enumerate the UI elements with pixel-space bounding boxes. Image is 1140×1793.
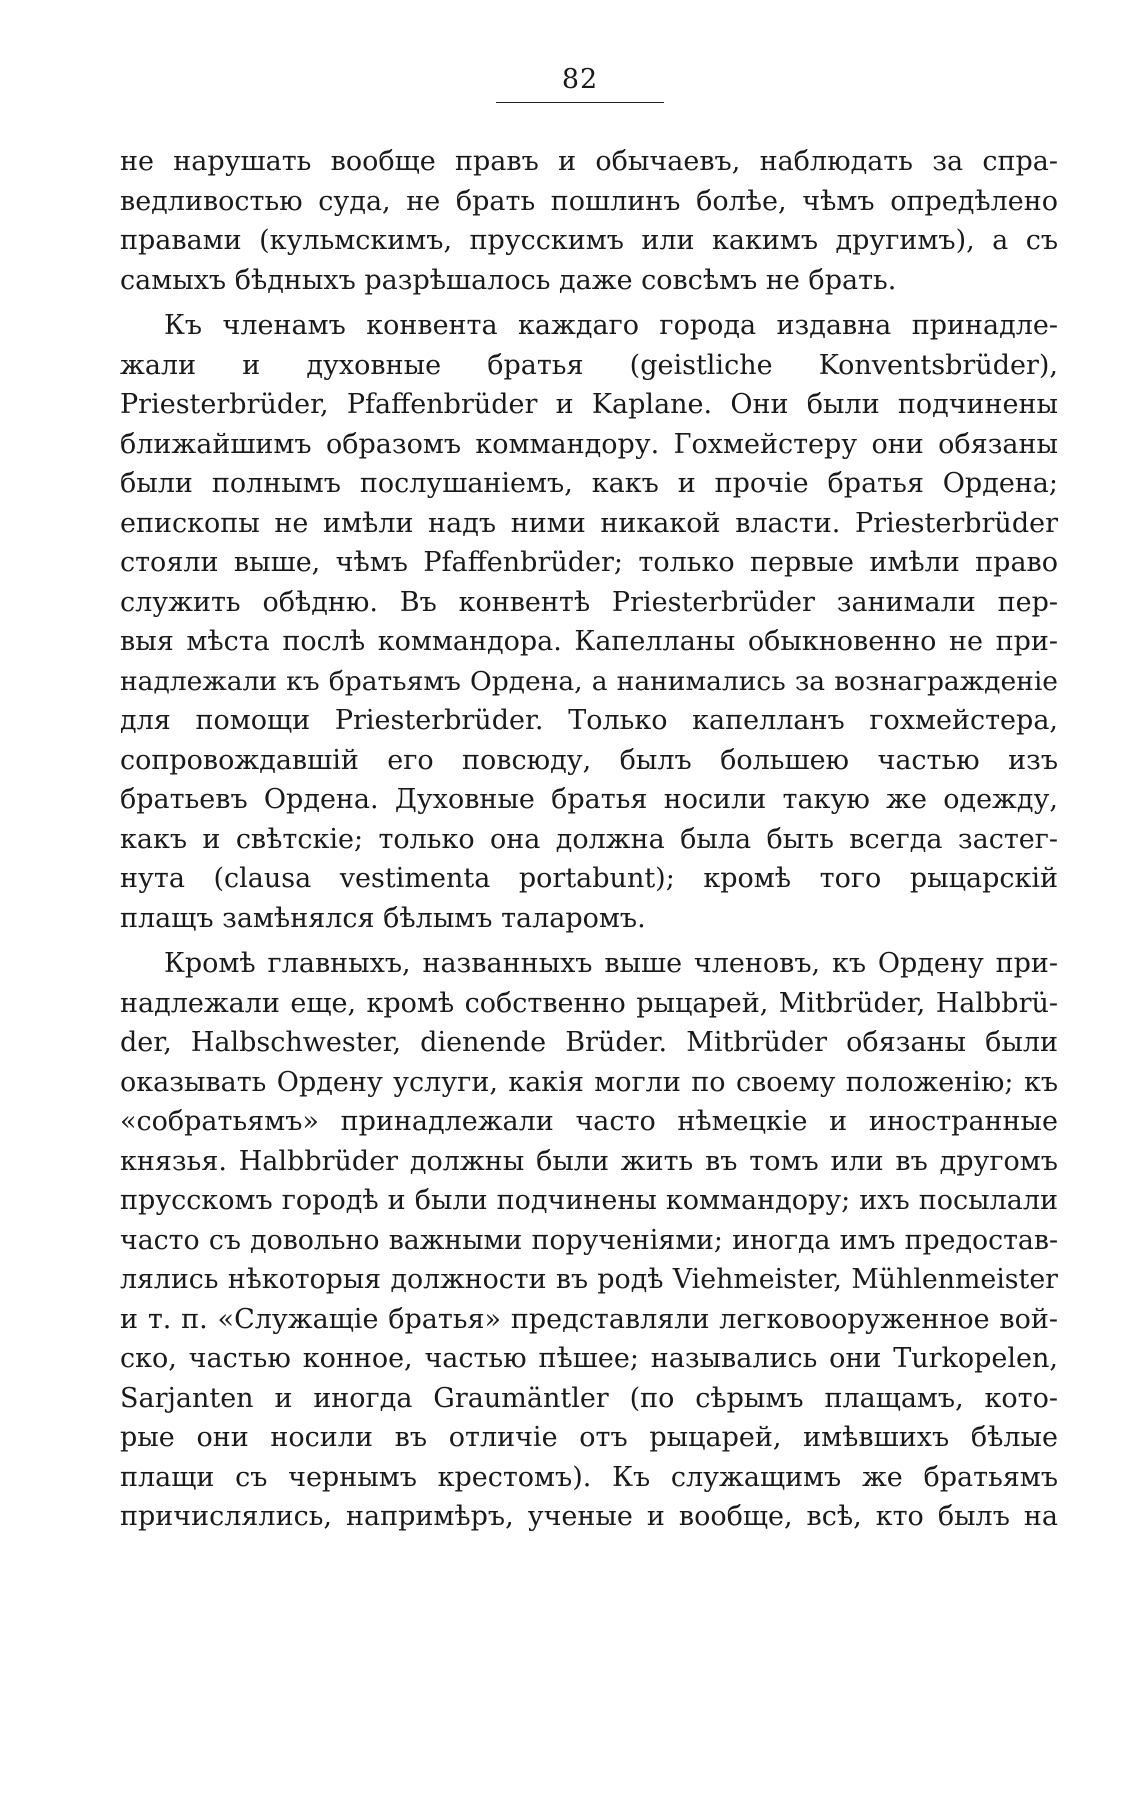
paragraph-2 (120, 306, 1058, 938)
text-line: часто съ довольно важными порученіями; иногда имъ предостав- (120, 1224, 1058, 1256)
text-line: «собратьямъ» принадлежали часто нѣмецкіе и иностранные (120, 1106, 1058, 1137)
text-line: der, Halbschwester, dienende Brüder. Mitbrüder обязаны были (120, 1027, 1058, 1058)
text-line: служить обѣдню. Въ конвентѣ Priesterbrüder занимали пер- (120, 586, 1058, 618)
text-line: Кромѣ главныхъ, названныхъ выше членовъ, къ Ордену при- (164, 948, 1058, 979)
text-line: для помощи Priesterbrüder. Только капелланъ гохмейстера, (120, 705, 1058, 736)
text-line: надлежали еще, кромѣ собственно рыцарей, Mitbrüder, Halbbrü- (120, 987, 1058, 1019)
text-line: причислялись, напримѣръ, ученые и вообще, всѣ, кто былъ на (120, 1501, 1058, 1532)
text-line: рые они носили въ отличіе отъ рыцарей, имѣвшихъ бѣлые (120, 1422, 1058, 1453)
paragraph-3 (120, 944, 1058, 1537)
text-line: Sarjanten и иногда Graumäntler (по сѣрымъ плащамъ, кото- (120, 1382, 1058, 1414)
page-number: 82 (561, 64, 599, 95)
text-line: нута (clausa vestimenta portabunt); кромѣ того рыцарскій (120, 863, 1058, 894)
text-line: князья. Halbbrüder должны были жить въ томъ или въ другомъ (120, 1145, 1058, 1177)
text-line: были полнымъ послушаніемъ, какъ и прочіе братья Ордена; (120, 468, 1058, 499)
text-line: ско, частью конное, частью пѣшее; назывались они Turkopelen, (120, 1343, 1058, 1374)
text-line: плащи съ чернымъ крестомъ). Къ служащимъ же братьямъ (120, 1461, 1058, 1493)
text-line: братьевъ Ордена. Духовные братья носили такую же одежду, (120, 784, 1058, 815)
text-line: оказывать Ордену услуги, какія могли по своему положенію; къ (120, 1066, 1058, 1098)
text-line: сопровождавшій его повсюду, былъ большею частью изъ (120, 744, 1058, 776)
text-line: ближайшимъ образомъ коммандору. Гохмейстеру они обязаны (120, 428, 1058, 460)
text-line: стояли выше, чѣмъ Pfaffenbrüder; только первые имѣли право (120, 547, 1058, 578)
text-line: ведливостью суда, не брать пошлинъ болѣе, чѣмъ опредѣлено (120, 185, 1058, 217)
text-line: лялись нѣкоторыя должности въ родѣ Viehmeister, Mühlenmeister (120, 1264, 1058, 1295)
text-line: плащъ замѣнялся бѣлымъ таларомъ. (120, 902, 646, 934)
text-line: Къ членамъ конвента каждаго города издавна принадле- (164, 310, 1058, 341)
text-line: какъ и свѣтскіе; только она должна была быть всегда застег- (120, 823, 1058, 855)
text-line: не нарушать вообще правъ и обычаевъ, наблюдать за спра- (120, 146, 1058, 177)
text-line: прусскомъ городѣ и были подчинены коммандору; ихъ посылали (120, 1185, 1058, 1216)
page-header (490, 64, 670, 103)
text-line: надлежали къ братьямъ Ордена, а нанимались за вознагражденіе (120, 665, 1058, 697)
text-line: епископы не имѣли надъ ними никакой власти. Priesterbrüder (120, 507, 1058, 539)
text-line: правами (кульмскимъ, прусскимъ или какимъ другимъ), а съ (120, 225, 1058, 256)
text-line: и т. п. «Служащіе братья» представляли легковооруженное вой- (120, 1303, 1058, 1335)
text-line: жали и духовные братья (geistliche Konventsbrüder), (120, 349, 1058, 381)
text-line: Priesterbrüder, Pfaffenbrüder и Kaplane. Они были подчинены (120, 389, 1058, 420)
text-line: выя мѣста послѣ коммандора. Капелланы обыкновенно не при- (120, 626, 1058, 657)
paragraph-1 (120, 142, 1058, 300)
body-text (120, 142, 1058, 1537)
text-line: самыхъ бѣдныхъ разрѣшалось даже совсѣмъ не брать. (120, 264, 897, 296)
header-rule (496, 102, 664, 103)
